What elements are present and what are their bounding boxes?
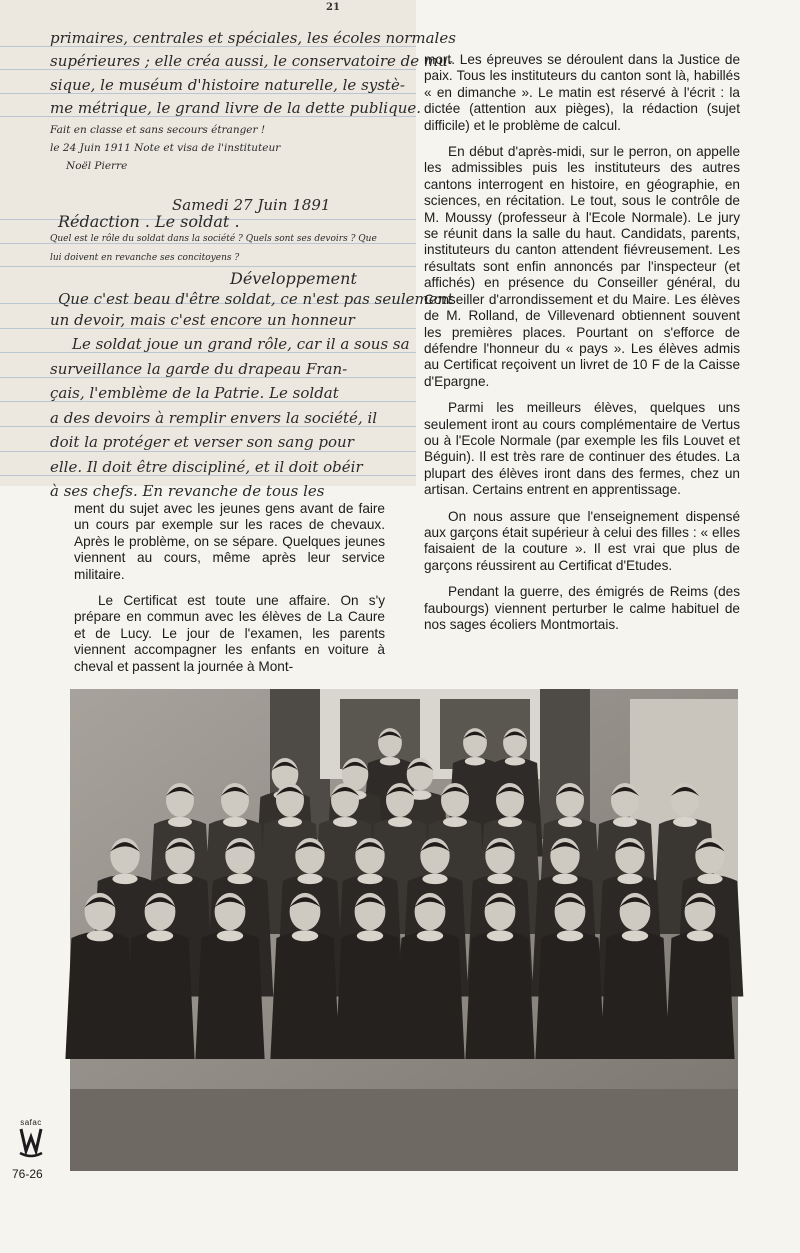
article-paragraph: mort. Les épreuves se déroulent dans la Justice de paix. Tous les instituteurs du canton sont là, habillés « en dimanche ». Le matin est réservé à l'écrit : la dictée (attention aux pièges), la rédaction (sujet difficile) et le problème de calcul. xyxy=(424,52,740,133)
article-paragraph: ment du sujet avec les jeunes gens avant de faire un cours par exemple sur les races de chevaux. Après le problème, on se sépare. Quelques jeunes viennent au cours, même après leur service militaire. xyxy=(74,501,385,582)
class-photograph xyxy=(70,689,738,1171)
manuscript-line: sique, le muséum d'histoire naturelle, le systè- xyxy=(50,76,405,94)
pupil-collar xyxy=(87,930,113,941)
manuscript-line: supérieures ; elle créa aussi, le conservatoire de mu- xyxy=(50,52,453,70)
teacher-note-line: Fait en classe et sans secours étranger ! xyxy=(50,124,266,136)
page-code: 76-26 xyxy=(12,1167,43,1181)
pupil-collar xyxy=(613,817,637,827)
article-paragraph: En début d'après-midi, sur le perron, on appelle les admissibles puis les instituteurs des autres cantons interrogent en histoire, en géographie, en sciences, en récitation. Le tout, sous le contrôle de M. Moussy (professeur à l'Ecole Normale). Le jury se réunit dans la salle du haut. Candidats, parents, instituteurs du canton attendent fiévreusement. Les résultats sont enfin annoncés par l'inspecteur (et affichés) en présence du Conseiller général, du Conseiller d'arrondissement et du Maire. Les élèves de M. Rolland, de Villevenard obtiennent souvent les premières places. Pourtant on s'efforce de défendre l'honneur du « pays ». Les élèves admis au Certificat reçoivent un livret de 10 F de la Caisse d'Epargne. xyxy=(424,144,740,389)
pupil-collar xyxy=(223,817,247,827)
subject-line: lui doivent en revanche ses concitoyens ? xyxy=(50,253,240,263)
publisher-emblem-icon xyxy=(18,1127,44,1157)
composition-title: Rédaction . Le soldat . xyxy=(58,212,240,231)
manuscript-line: me métrique, le grand livre de la dette publique. xyxy=(50,99,422,117)
pupil-collar xyxy=(167,874,192,885)
article-paragraph: On nous assure que l'enseignement dispensé aux garçons était supérieur à celui des filles : « elles faisaient de la couture ». Il est vrai que plus de garçons réussirent au Certificat d'Etudes. xyxy=(424,508,740,573)
pupil-collar xyxy=(505,757,525,766)
manuscript-page-number: 21 xyxy=(326,2,340,13)
pupil-collar xyxy=(388,817,412,827)
manuscript-body-line: Le soldat joue un grand rôle, car il a sous sa xyxy=(72,335,410,353)
pupil-collar xyxy=(417,930,443,941)
article-paragraph: Parmi les meilleurs élèves, quelques uns seulement iront au cours complémentaire de Vertus ou à l'Ecole Normale (par exemple les fils Louvet et Béguin). Il est très rare de continuer des études. La plupart des élèves iront dans des fermes, chez un artisan. Certains entrent en apprentissage. xyxy=(424,400,740,498)
pupil-body xyxy=(665,931,734,1059)
article-right-column xyxy=(424,52,740,643)
pupil-collar xyxy=(498,817,522,827)
publisher-logo xyxy=(14,1118,48,1162)
pupil-collar xyxy=(465,757,485,766)
pupil-collar xyxy=(297,874,322,885)
pupil-collar xyxy=(558,817,582,827)
manuscript-body-line: Que c'est beau d'être soldat, ce n'est pas seulement xyxy=(58,290,454,308)
manuscript-line: primaires, centrales et spéciales, les écoles normales xyxy=(50,29,456,47)
pupil-collar xyxy=(333,817,357,827)
class-photo-image xyxy=(70,689,738,1171)
subject-line: Quel est le rôle du soldat dans la société ? Quels sont ses devoirs ? Que xyxy=(50,234,377,244)
pupil-collar xyxy=(687,930,713,941)
pupil-collar xyxy=(487,874,512,885)
pupil-collar xyxy=(227,874,252,885)
pupil-body xyxy=(600,931,669,1059)
manuscript-body-line: un devoir, mais c'est encore un honneur xyxy=(50,311,355,329)
manuscript-body-line: a des devoirs à remplir envers la société, il xyxy=(50,409,378,427)
pupil-collar xyxy=(487,930,513,941)
manuscript-body-line: doit la protéger et verser son sang pour xyxy=(50,433,354,451)
pupil-collar xyxy=(617,874,642,885)
pupil-collar xyxy=(357,874,382,885)
article-paragraph: Pendant la guerre, des émigrés de Reims (des faubourgs) viennent perturber le calme habituel de nos sages écoliers Montmortais. xyxy=(424,584,740,632)
teacher-note-line: le 24 Juin 1911 Note et visa de l'instituteur xyxy=(50,142,281,154)
publisher-name: safac xyxy=(20,1118,42,1127)
pupil-collar xyxy=(217,930,243,941)
pupil-collar xyxy=(292,930,318,941)
article-left-column xyxy=(74,501,385,685)
pupil-body xyxy=(270,931,339,1059)
pupil-collar xyxy=(357,930,383,941)
pupil-collar xyxy=(552,874,577,885)
pupil-collar xyxy=(557,930,583,941)
section-title: Développement xyxy=(230,269,357,288)
pupil-body xyxy=(465,931,534,1059)
pupil-collar xyxy=(168,817,192,827)
manuscript-scan xyxy=(0,0,456,500)
manuscript-body-line: surveillance la garde du drapeau Fran- xyxy=(50,360,348,378)
pupil-body xyxy=(535,931,604,1059)
manuscript-date: Samedi 27 Juin 1891 xyxy=(172,196,331,214)
pupil-collar xyxy=(697,874,722,885)
pupil-body xyxy=(335,931,404,1059)
pupil-body xyxy=(395,931,464,1059)
pupil-body xyxy=(195,931,264,1059)
pupil-collar xyxy=(380,757,400,766)
manuscript-body-line: çais, l'emblème de la Patrie. Le soldat xyxy=(50,384,339,402)
pupil-collar xyxy=(112,874,137,885)
pupil-collar xyxy=(147,930,173,941)
pupil-collar xyxy=(422,874,447,885)
pupil-body xyxy=(65,931,134,1059)
teacher-note-line: Noël Pierre xyxy=(66,160,128,172)
pupil-collar xyxy=(443,817,467,827)
pupil-collar xyxy=(278,817,302,827)
pupil-collar xyxy=(673,817,697,827)
pupil-collar xyxy=(622,930,648,941)
pupil-body xyxy=(125,931,194,1059)
manuscript-body-line: à ses chefs. En revanche de tous les xyxy=(50,482,325,500)
manuscript-body-line: elle. Il doit être discipliné, et il doit obéir xyxy=(50,458,363,476)
article-paragraph: Le Certificat est toute une affaire. On s'y prépare en commun avec les élèves de La Caure et de Lucy. Le jour de l'examen, les parents viennent accompagner les enfants en voiture à cheval et passent la journée à Mont- xyxy=(74,593,385,674)
